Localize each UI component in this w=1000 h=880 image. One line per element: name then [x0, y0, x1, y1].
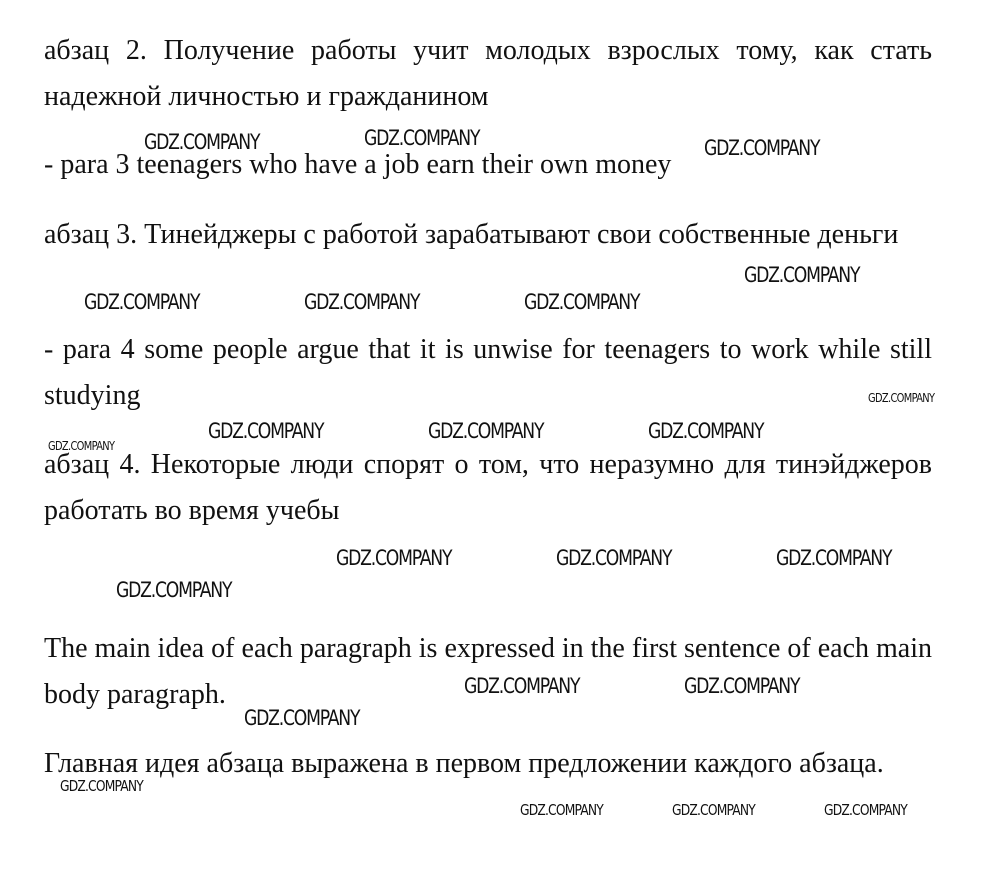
watermark: GDZ.COMPANY — [84, 290, 200, 314]
watermark: GDZ.COMPANY — [464, 674, 580, 698]
watermark: GDZ.COMPANY — [208, 419, 324, 443]
watermark: GDZ.COMPANY — [60, 777, 143, 795]
watermark: GDZ.COMPANY — [144, 130, 260, 154]
watermark: GDZ.COMPANY — [116, 578, 232, 602]
watermark: GDZ.COMPANY — [48, 439, 115, 453]
paragraph-ru-para-4: абзац 4. Некоторые люди спорят о том, что неразумно для тинэйджеров работать во время учебы — [44, 449, 932, 526]
watermark: GDZ.COMPANY — [524, 290, 640, 314]
watermark: GDZ.COMPANY — [428, 419, 544, 443]
paragraph-en-para-4: - para 4 some people argue that it is unwise for teenagers to work while still studying — [44, 334, 932, 411]
watermark: GDZ.COMPANY — [556, 546, 672, 570]
watermark: GDZ.COMPANY — [648, 419, 764, 443]
watermark: GDZ.COMPANY — [364, 126, 480, 150]
paragraph-en-main-idea: The main idea of each paragraph is expressed in the first sentence of each main body paragraph. — [44, 633, 932, 710]
watermark: GDZ.COMPANY — [304, 290, 420, 314]
watermark: GDZ.COMPANY — [244, 706, 360, 730]
watermark: GDZ.COMPANY — [704, 136, 820, 160]
watermark: GDZ.COMPANY — [744, 263, 860, 287]
watermark: GDZ.COMPANY — [868, 391, 935, 405]
paragraph-en-para-3: - para 3 teenagers who have a job earn their own money — [44, 149, 672, 180]
paragraph-ru-para-2: абзац 2. Получение работы учит молодых взрослых тому, как стать надежной личностью и гражданином — [44, 35, 932, 112]
watermark: GDZ.COMPANY — [684, 674, 800, 698]
watermark: GDZ.COMPANY — [520, 801, 603, 819]
watermark: GDZ.COMPANY — [824, 801, 907, 819]
watermark: GDZ.COMPANY — [336, 546, 452, 570]
paragraph-ru-para-3: абзац 3. Тинейджеры с работой зарабатывают свои собственные деньги — [44, 219, 899, 250]
watermark: GDZ.COMPANY — [672, 801, 755, 819]
paragraph-ru-main-idea: Главная идея абзаца выражена в первом предложении каждого абзаца. — [44, 748, 884, 779]
watermark: GDZ.COMPANY — [776, 546, 892, 570]
